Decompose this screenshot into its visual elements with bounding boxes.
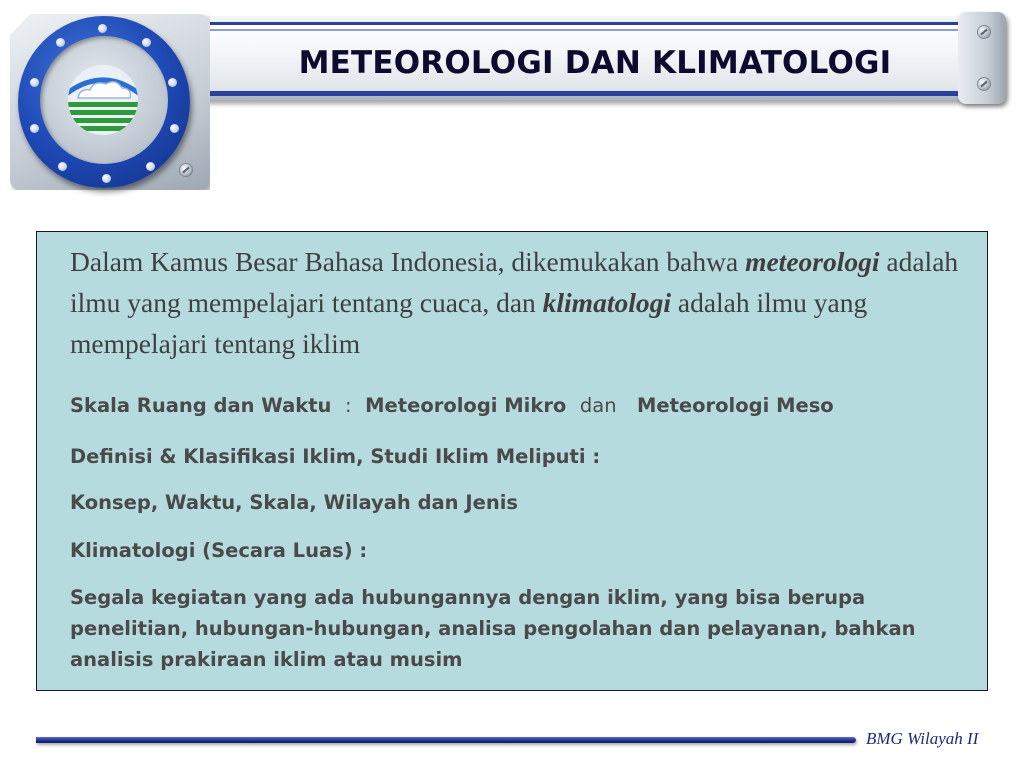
scale-conjunction: dan: [579, 394, 617, 417]
ring-dot: [30, 124, 39, 133]
term-klimatologi: klimatologi: [542, 287, 671, 318]
climatology-description: Segala kegiatan yang ada hubungannya dengan iklim, yang bisa berupa penelitian, hubungan-hubungan, analisa pengolahan dan pelayanan, bahkan analisis prakiraan iklim atau musim: [70, 586, 916, 671]
definition-line: Definisi & Klasifikasi Iklim, Studi Iklim Meliputi :: [70, 445, 601, 468]
page-title: METEOROLOGI DAN KLIMATOLOGI: [298, 45, 892, 81]
ring-dot: [30, 78, 39, 87]
scale-separator: :: [345, 394, 352, 417]
screw-icon: [180, 164, 192, 176]
footer-label: BMG Wilayah II: [866, 729, 979, 748]
intro-text-1: Dalam Kamus Besar Bahasa Indonesia, dikemukakan bahwa: [70, 246, 746, 277]
screw-icon: [978, 26, 990, 38]
header-endcap: [958, 12, 1006, 104]
scale-item-meso: Meteorologi Meso: [636, 394, 834, 417]
scale-item-micro: Meteorologi Mikro: [365, 394, 567, 417]
ring-dot: [56, 38, 65, 47]
ring-dot: [98, 24, 107, 33]
footer-bar: [36, 737, 856, 743]
ring-dot: [170, 124, 179, 133]
ring-dot: [142, 38, 151, 47]
screw-icon: [978, 78, 990, 90]
scale-label: Skala Ruang dan Waktu: [70, 394, 332, 417]
concept-line: Konsep, Waktu, Skala, Wilayah dan Jenis: [70, 491, 519, 514]
ring-dot: [146, 162, 155, 171]
intro-text-3: adalah ilmu yang mempelajari tentang iklim: [70, 287, 868, 359]
intro-text-2: adalah ilmu yang mempelajari tentang cuaca, dan: [70, 246, 959, 318]
content-panel: [36, 231, 988, 691]
ring-dot: [102, 174, 111, 183]
scale-line: [70, 394, 970, 417]
title-bar: [192, 22, 958, 96]
ring-dot: [58, 162, 67, 171]
climatology-heading: Klimatologi (Secara Luas) :: [70, 539, 368, 562]
bmg-logo-icon: [60, 64, 146, 136]
intro-paragraph: [70, 241, 970, 364]
ring-dot: [168, 78, 177, 87]
term-meteorologi: meteorologi: [745, 246, 880, 277]
